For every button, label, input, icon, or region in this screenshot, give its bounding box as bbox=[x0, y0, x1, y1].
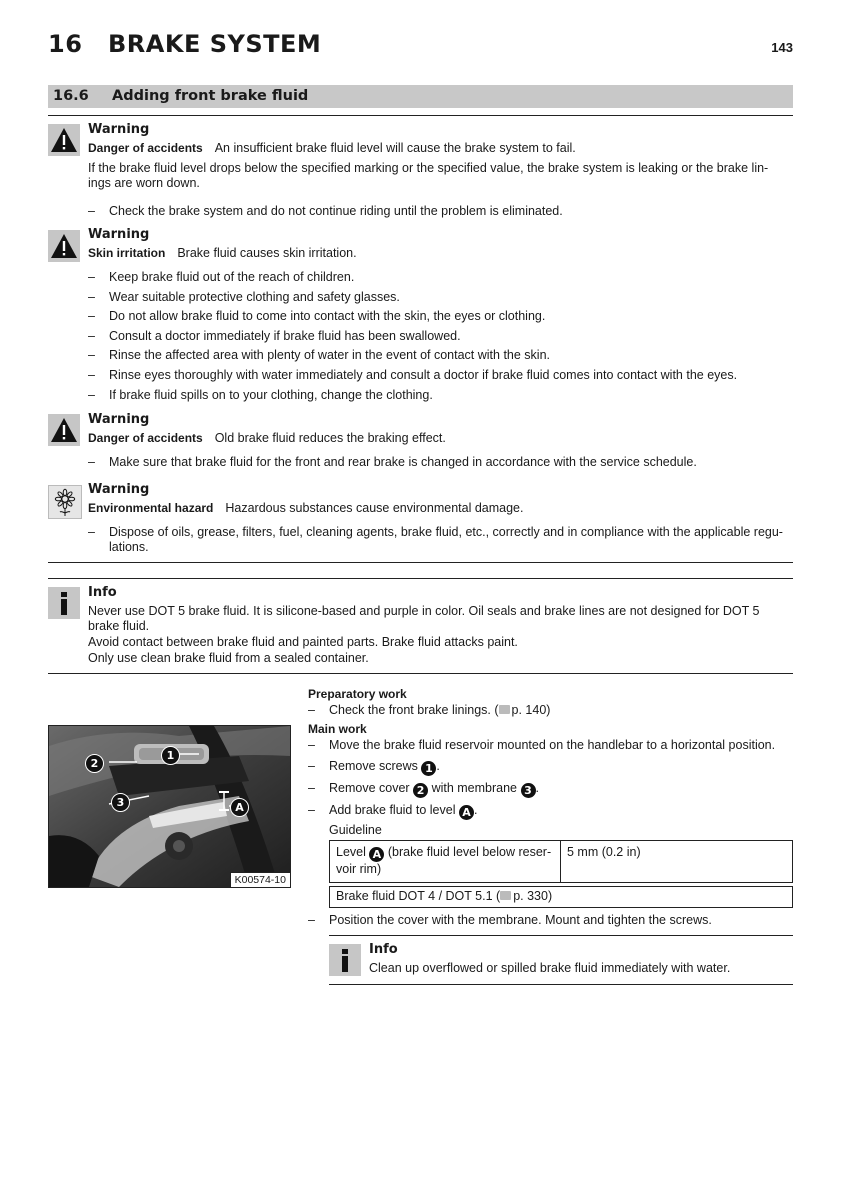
step bbox=[308, 803, 478, 819]
section-number: 16.6 bbox=[53, 88, 89, 104]
info-text: brake fluid. bbox=[88, 619, 150, 633]
list-item-text: Check the brake system and do not continue riding until the problem is eliminated. bbox=[109, 204, 563, 218]
list-item-text: Do not allow brake fluid to come into contact with the skin, the eyes or clothing. bbox=[109, 309, 546, 323]
level-label: Level bbox=[336, 845, 366, 859]
divider bbox=[329, 935, 793, 936]
warning-triangle-icon bbox=[48, 124, 80, 156]
list-item-text: Consult a doctor immediately if brake fluid has been swallowed. bbox=[109, 329, 461, 343]
info-text: Never use DOT 5 brake fluid. It is silicone-based and purple in color. Oil seals and brake lines are not designed for DOT 5 bbox=[88, 604, 760, 618]
callout-a: A bbox=[230, 798, 249, 817]
divider bbox=[48, 673, 793, 674]
divider bbox=[329, 984, 793, 985]
list-item-text: lations. bbox=[109, 540, 149, 554]
warning-heading: Warning bbox=[88, 482, 150, 497]
warning-lead bbox=[88, 501, 523, 517]
list-item bbox=[88, 455, 697, 471]
callout-3: 3 bbox=[521, 783, 536, 798]
callout-3: 3 bbox=[111, 793, 130, 812]
step bbox=[308, 759, 440, 775]
table-cell-label bbox=[330, 841, 561, 883]
page-ref-link[interactable]: p. 330) bbox=[513, 889, 553, 903]
warning-body: ings are worn down. bbox=[88, 176, 200, 190]
page-number: 143 bbox=[771, 40, 793, 55]
info-heading: Info bbox=[88, 585, 117, 600]
book-ref-icon bbox=[499, 705, 510, 714]
list-dash: – bbox=[88, 455, 95, 469]
brake-reservoir-photo bbox=[48, 725, 291, 888]
list-item-text: Dispose of oils, grease, filters, fuel, cleaning agents, brake fluid, etc., correctly and in compliance with the applicable regu- bbox=[109, 525, 783, 539]
list-item bbox=[88, 329, 461, 345]
list-dash: – bbox=[308, 759, 315, 773]
list-item bbox=[88, 368, 738, 384]
info-icon bbox=[329, 944, 361, 976]
list-dash: – bbox=[88, 368, 95, 382]
list-item-text: Rinse the affected area with plenty of water in the event of contact with the skin. bbox=[109, 348, 550, 362]
figure-label: K00574-10 bbox=[230, 872, 290, 887]
table-row bbox=[330, 887, 793, 908]
warning-heading: Warning bbox=[88, 412, 150, 427]
warning-term: Danger of accidents bbox=[88, 141, 203, 155]
step-text: Add brake fluid to level bbox=[329, 803, 456, 817]
warning-lead-text: Brake fluid causes skin irritation. bbox=[177, 246, 357, 260]
step-text: Move the brake fluid reservoir mounted on the handlebar to a horizontal position. bbox=[329, 738, 776, 752]
warning-lead bbox=[88, 431, 446, 447]
step-text: Remove cover bbox=[329, 781, 410, 795]
list-dash: – bbox=[88, 348, 95, 362]
level-label: voir rim) bbox=[336, 862, 382, 876]
info-text: Only use clean brake fluid from a sealed container. bbox=[88, 651, 369, 665]
info-text: Clean up overflowed or spilled brake fluid immediately with water. bbox=[369, 961, 731, 975]
warning-lead-text: An insufficient brake fluid level will cause the brake system to fail. bbox=[214, 141, 576, 155]
table-cell bbox=[330, 887, 793, 908]
callout-2: 2 bbox=[85, 754, 104, 773]
step-period: . bbox=[473, 803, 478, 817]
info-icon bbox=[48, 587, 80, 619]
fluid-spec-text: Brake fluid DOT 4 / DOT 5.1 ( bbox=[336, 889, 501, 903]
step bbox=[308, 781, 539, 797]
list-dash: – bbox=[88, 309, 95, 323]
list-item bbox=[88, 348, 550, 364]
step-text: with membrane bbox=[431, 781, 518, 795]
callout-a: A bbox=[369, 847, 384, 862]
info-text: Avoid contact between brake fluid and painted parts. Brake fluid attacks paint. bbox=[88, 635, 518, 649]
warning-lead-text: Old brake fluid reduces the braking effect. bbox=[214, 431, 446, 445]
step-text: Position the cover with the membrane. Mount and tighten the screws. bbox=[329, 913, 712, 927]
fluid-spec-table bbox=[329, 886, 793, 908]
warning-term: Danger of accidents bbox=[88, 431, 203, 445]
list-dash: – bbox=[88, 290, 95, 304]
list-item bbox=[88, 525, 783, 541]
guideline-table bbox=[329, 840, 793, 883]
callout-1: 1 bbox=[161, 746, 180, 765]
warning-body: If the brake fluid level drops below the specified marking or the specified value, the brake system is leaking or the brake lin- bbox=[88, 161, 769, 175]
table-cell-value: 5 mm (0.2 in) bbox=[561, 841, 793, 883]
step-period: . bbox=[535, 781, 539, 795]
callout-2: 2 bbox=[413, 783, 428, 798]
divider bbox=[48, 562, 793, 563]
chapter-number: 16 bbox=[48, 30, 83, 58]
environment-flower-icon bbox=[48, 485, 82, 519]
list-dash: – bbox=[88, 204, 95, 218]
prep-item bbox=[308, 703, 551, 719]
callout-a: A bbox=[459, 805, 474, 820]
list-item-text: Keep brake fluid out of the reach of children. bbox=[109, 270, 355, 284]
warning-term: Skin irritation bbox=[88, 246, 166, 260]
warning-heading: Warning bbox=[88, 122, 150, 137]
list-dash: – bbox=[88, 270, 95, 284]
list-item bbox=[88, 388, 433, 404]
warning-heading: Warning bbox=[88, 227, 150, 242]
list-item-text: Make sure that brake fluid for the front and rear brake is changed in accordance with the service schedule. bbox=[109, 455, 697, 469]
list-item bbox=[88, 204, 563, 220]
table-row bbox=[330, 841, 793, 883]
step bbox=[308, 738, 776, 754]
warning-triangle-icon bbox=[48, 414, 80, 446]
callout-1: 1 bbox=[421, 761, 436, 776]
list-item bbox=[88, 309, 546, 325]
prep-item-text: Check the front brake linings. ( bbox=[329, 703, 499, 717]
list-dash: – bbox=[308, 703, 315, 717]
guideline-label: Guideline bbox=[329, 823, 382, 837]
list-item bbox=[88, 270, 355, 286]
info-heading: Info bbox=[369, 942, 398, 957]
main-heading: Main work bbox=[308, 722, 367, 736]
list-dash: – bbox=[308, 781, 315, 795]
list-dash: – bbox=[308, 738, 315, 752]
warning-lead bbox=[88, 246, 357, 262]
list-dash: – bbox=[308, 913, 315, 927]
list-item bbox=[88, 290, 400, 306]
list-dash: – bbox=[308, 803, 315, 817]
prep-heading: Preparatory work bbox=[308, 687, 407, 701]
level-label: (brake fluid level below reser- bbox=[387, 845, 552, 859]
warning-lead-text: Hazardous substances cause environmental damage. bbox=[225, 501, 524, 515]
step-text: Remove screws bbox=[329, 759, 418, 773]
list-item-text: Rinse eyes thoroughly with water immediately and consult a doctor if brake fluid comes into contact with the eyes. bbox=[109, 368, 738, 382]
warning-triangle-icon bbox=[48, 230, 80, 262]
divider bbox=[48, 115, 793, 116]
list-dash: – bbox=[88, 329, 95, 343]
warning-term: Environmental hazard bbox=[88, 501, 214, 515]
step bbox=[308, 913, 712, 929]
list-item-text: If brake fluid spills on to your clothing, change the clothing. bbox=[109, 388, 433, 402]
section-title: Adding front brake fluid bbox=[112, 88, 309, 104]
page-ref-link[interactable]: p. 140) bbox=[511, 703, 551, 717]
list-dash: – bbox=[88, 388, 95, 402]
list-dash: – bbox=[88, 525, 95, 539]
step-period: . bbox=[436, 759, 440, 773]
list-item-text: Wear suitable protective clothing and safety glasses. bbox=[109, 290, 400, 304]
book-ref-icon bbox=[500, 891, 511, 900]
warning-lead bbox=[88, 141, 576, 157]
divider bbox=[48, 578, 793, 579]
chapter-title: BRAKE SYSTEM bbox=[108, 30, 322, 58]
